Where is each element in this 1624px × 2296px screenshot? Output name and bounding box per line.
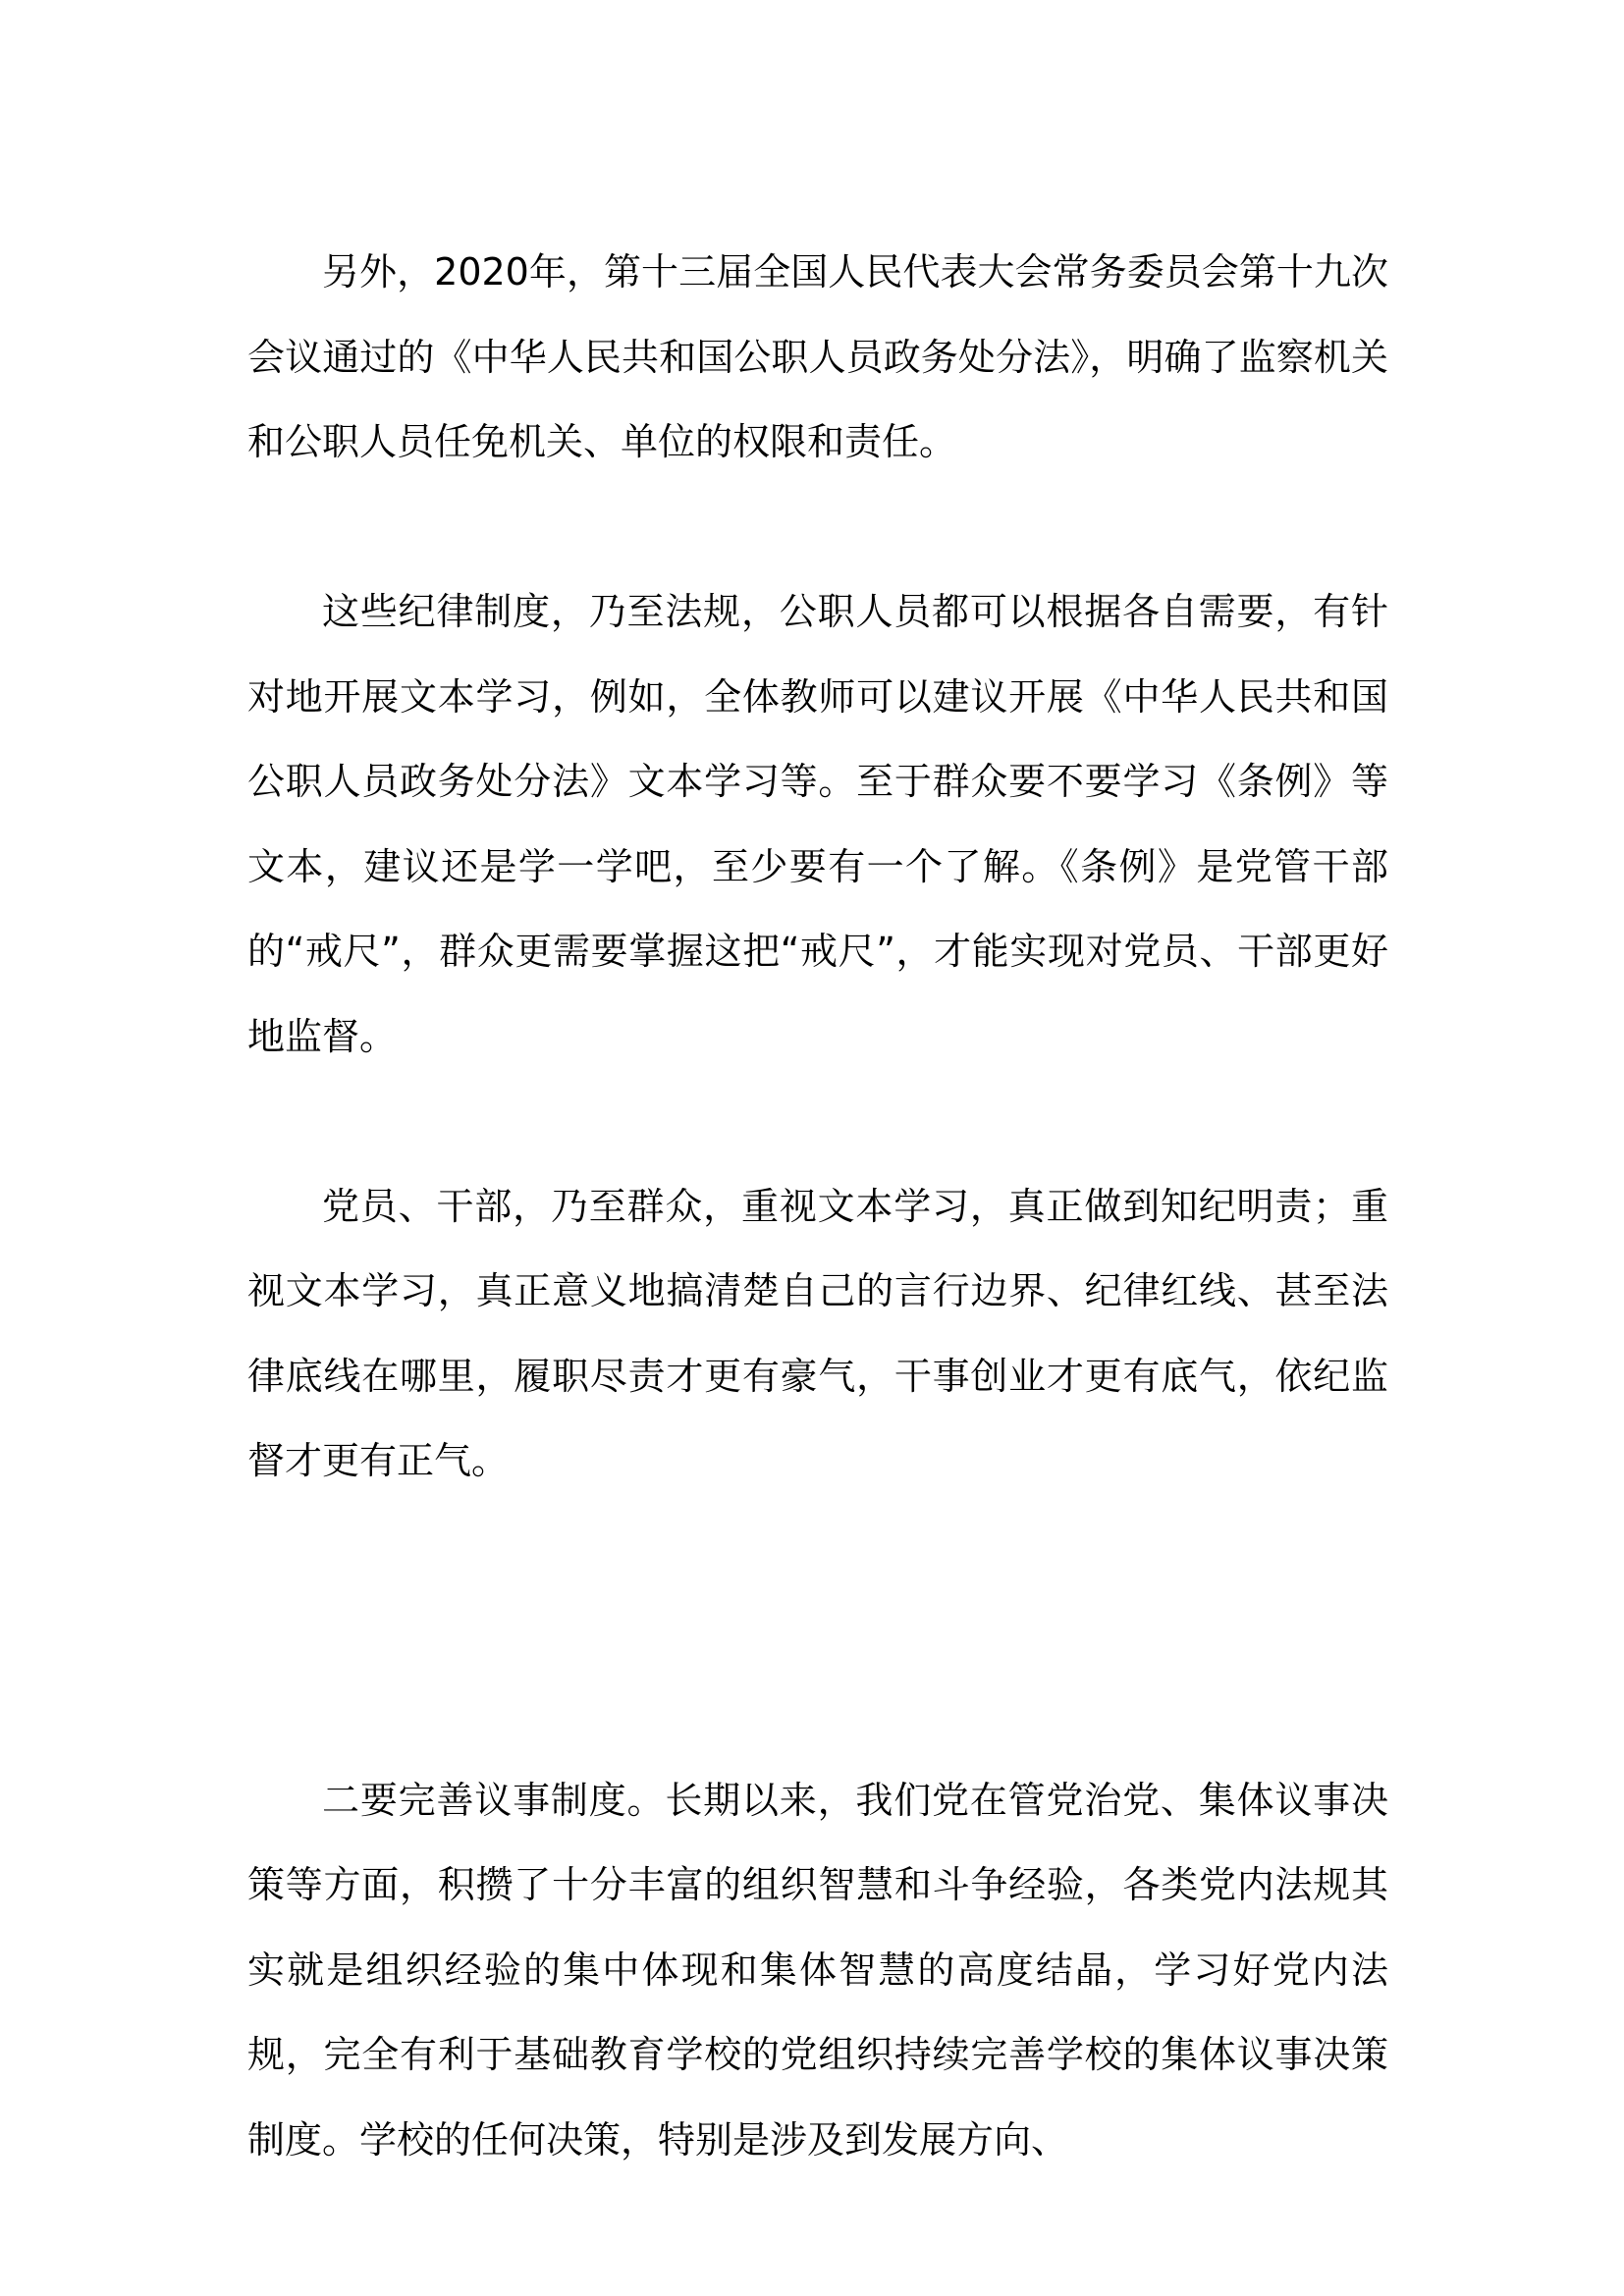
section-spacer — [247, 1504, 1388, 1758]
paragraph-spacer — [247, 485, 1388, 570]
paragraph-3: 党员、干部，乃至群众，重视文本学习，真正做到知纪明责；重视文本学习，真正意义地搞清楚自己的言行边界、纪律红线、甚至法律底线在哪里，履职尽责才更有豪气，干事创业才更有底气，依纪监督才更有正气。 — [247, 1184, 1388, 1482]
document-body — [247, 230, 1388, 2182]
paragraph-2: 这些纪律制度，乃至法规，公职人员都可以根据各自需要，有针对地开展文本学习，例如，全体教师可以建议开展《中华人民共和国公职人员政务处分法》文本学习等。至于群众要不要学习《条例》等文本，建议还是学一学吧，至少要有一个了解。《条例》是党管干部的“戒尺”，群众更需要掌握这把“戒尺”，才能实现对党员、干部更好地监督。 — [247, 590, 1388, 1058]
paragraph-1: 另外，2020年，第十三届全国人民代表大会常务委员会第十九次会议通过的《中华人民共和国公职人员政务处分法》，明确了监察机关和公职人员任免机关、单位的权限和责任。 — [247, 250, 1388, 463]
paragraph-spacer — [247, 1079, 1388, 1164]
paragraph-4: 二要完善议事制度。长期以来，我们党在管党治党、集体议事决策等方面，积攒了十分丰富的组织智慧和斗争经验，各类党内法规其实就是组织经验的集中体现和集体智慧的高度结晶，学习好党内法规，完全有利于基础教育学校的党组织持续完善学校的集体议事决策制度。学校的任何决策，特别是涉及到发展方向、 — [247, 1778, 1388, 2162]
